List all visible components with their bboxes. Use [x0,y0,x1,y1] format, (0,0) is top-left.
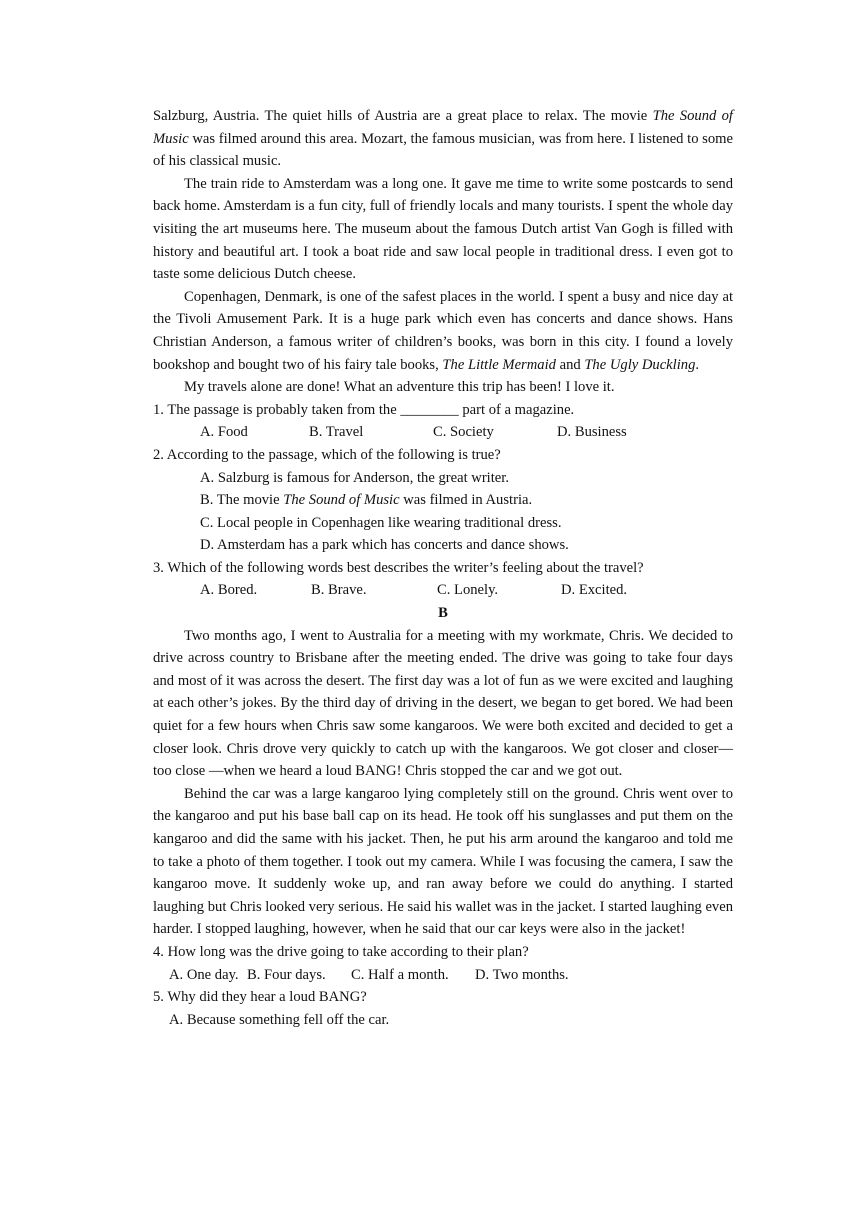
passage-b-paragraph-1: Two months ago, I went to Australia for a meeting with my workmate, Chris. We decided to drive across country to Brisbane after the meeting ended. The drive was going to take four days and most of it was across the desert. The first day was a lot of fun as we were excited and laughing at each other’s jokes. By the third day of driving in the desert, we began to get bored. We had been quiet for a few hours when Chris saw some kangaroos. We were both excited and decided to get a closer look. Chris drove very quickly to catch up with the kangaroos. We got closer and closer—too close —when we heard a loud BANG! Chris stopped the car and we got out. [153,627,733,780]
option-d: D. Amsterdam has a park which has concerts and dance shows. [200,537,569,554]
option-a: A. Food [200,424,248,441]
text: . [695,356,700,373]
option-c: C. Local people in Copenhagen like wearing traditional dress. [200,514,562,531]
option-d: D. Two months. [475,966,569,983]
passage-a-paragraph-3 [153,286,733,376]
text: Copenhagen, Denmark, is one of the safest places in the world. I spent a busy and nice day at the Tivoli Amusement Park. It is a huge park which even has concerts and dance shows. Hans Christian Anderson, a famous writer of children’s books, was born in this city. I found a lovely bookshop and bought two of his fairy tale books, [153,288,733,373]
text: was filmed around this area. Mozart, the famous musician, was from here. I listened to some of his classical music. [153,130,733,170]
option-b: B. Travel [309,424,364,441]
text: B. The movie [200,492,284,509]
option-a: A. Bored. [200,582,258,599]
question-5-stem: 5. Why did they hear a loud BANG? [153,989,367,1006]
book-title: The Ugly Duckling [584,356,696,373]
option-b: B. Brave. [311,582,367,599]
option-a: A. Salzburg is famous for Anderson, the great writer. [200,469,509,486]
text: and [555,356,585,373]
section-b-title: B [438,605,448,622]
option-d: D. Business [557,424,627,441]
question-4-options [153,964,733,987]
book-title: The Little Mermaid [442,356,556,373]
option-c: C. Half a month. [351,966,449,983]
passage-a-paragraph-2: The train ride to Amsterdam was a long one. It gave me time to write some postcards to send back home. Amsterdam is a fun city, full of friendly locals and many tourists. I spent the whole day visiting the art museums here. The museum about the famous Dutch artist Van Gogh is filled with history and beautiful art. I took a boat ride and saw local people in traditional dress. I even got to taste some delicious Dutch cheese. [153,175,733,283]
question-3-options [153,579,733,602]
passage-a-paragraph-1 [153,105,733,173]
movie-title: The Sound of Music [283,492,400,509]
option-b [153,489,733,512]
question-1-options [153,421,733,444]
option-c: C. Lonely. [437,582,499,599]
passage-a-paragraph-4: My travels alone are done! What an adventure this trip has been! I love it. [184,379,615,396]
option-a: A. One day. [169,966,239,983]
document-page [153,105,733,1031]
option-b: B. Four days. [247,966,326,983]
movie-title: The Sound of Music [153,108,733,147]
option-c: C. Society [433,424,494,441]
passage-b-paragraph-2: Behind the car was a large kangaroo lying completely still on the ground. Chris went over to the kangaroo and put his base ball cap on its head. He took off his sunglasses and put them on the kangaroo and did the same with his jacket. Then, he put his arm around the kangaroo and told me to take a photo of them together. I took out my camera. While I was focusing the camera, I saw the kangaroo move. It suddenly woke up, and ran away before we could do anything. I started laughing but Chris looked very serious. He said his wallet was in the jacket. I started laughing even harder. I stopped laughing, however, when he said that our car keys were also in the jacket! [153,785,733,938]
text: was filmed in Austria. [399,492,533,509]
option-d: D. Excited. [561,582,628,599]
text: Salzburg, Austria. The quiet hills of Austria are a great place to relax. The movie [153,108,653,124]
question-1-stem: 1. The passage is probably taken from the ________ part of a magazine. [153,401,575,418]
question-3-stem: 3. Which of the following words best describes the writer’s feeling about the travel? [153,559,644,576]
question-2-stem: 2. According to the passage, which of the following is true? [153,446,501,463]
option-a: A. Because something fell off the car. [169,1011,390,1028]
question-4-stem: 4. How long was the drive going to take according to their plan? [153,943,529,960]
